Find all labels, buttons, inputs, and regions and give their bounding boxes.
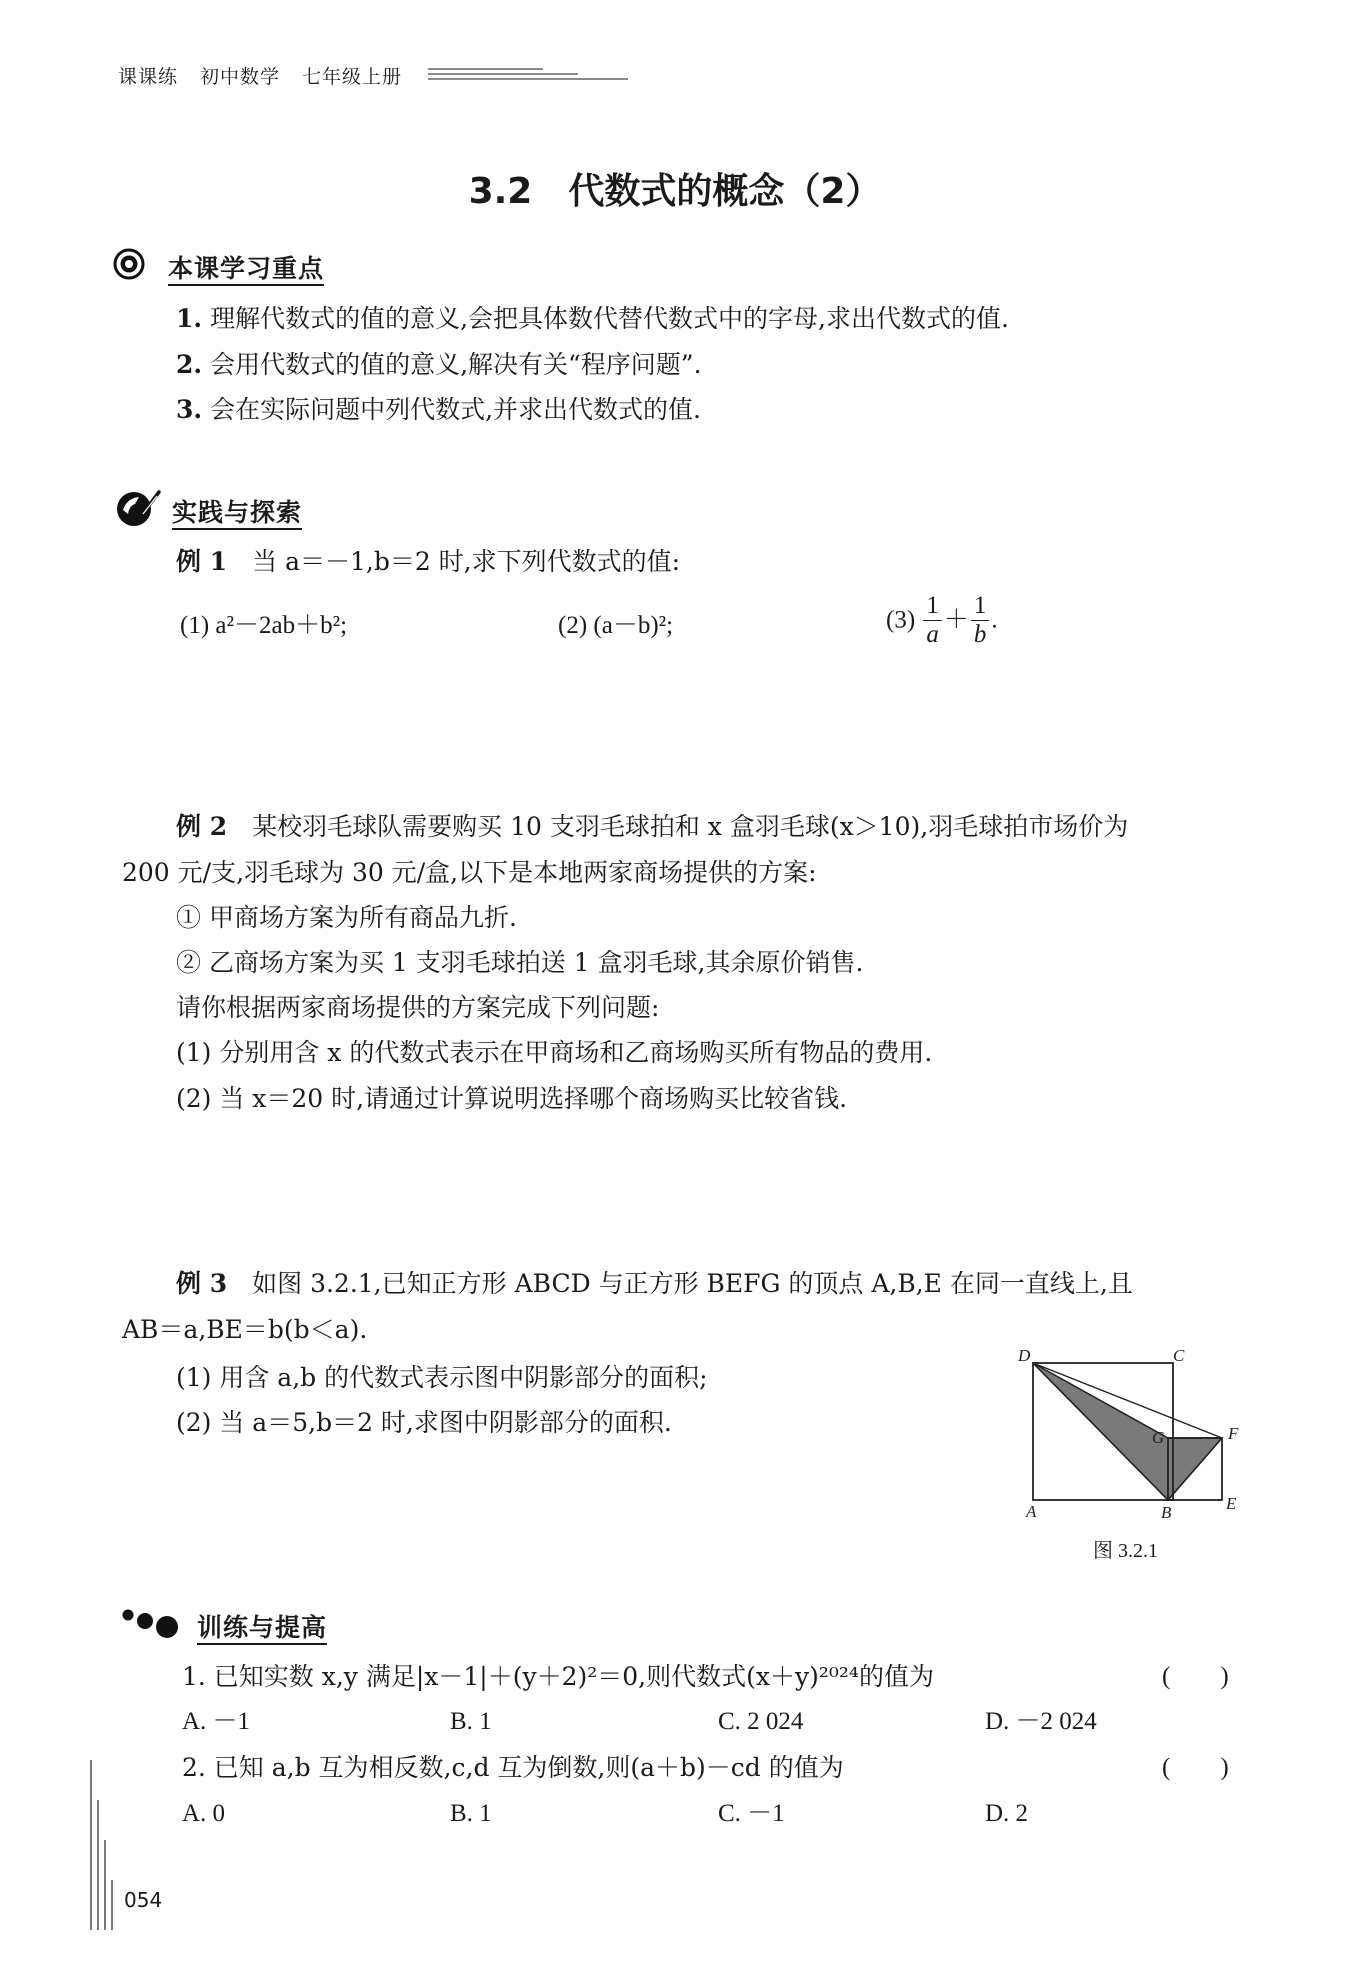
training-q2-option-a: A. 0 xyxy=(182,1800,226,1827)
training-q1-option-b: B. 1 xyxy=(450,1708,492,1735)
figure-squares xyxy=(1010,1345,1250,1520)
label-a: A xyxy=(1026,1502,1037,1520)
header-grade: 七年级上册 xyxy=(302,66,403,88)
training-question-2-blank: ( ) xyxy=(1162,1754,1229,1781)
training-q1-option-a: A. －1 xyxy=(182,1708,251,1735)
training-question-1: 1. 已知实数 x,y 满足|x－1|＋(y＋2)²＝0,则代数式(x＋y)²⁰²⁴的值为 xyxy=(182,1662,934,1691)
practice-icon xyxy=(115,488,163,530)
shaded-region xyxy=(1033,1363,1222,1500)
training-heading: 训练与提高 xyxy=(197,1608,327,1644)
example-1-part-2: (2) (a－b)²; xyxy=(558,612,674,639)
example-2-option-1: ① 甲商场方案为所有商品九折. xyxy=(176,903,517,932)
lesson-title: 3.2 代数式的概念（2） xyxy=(468,171,882,212)
header-subject: 初中数学 xyxy=(200,66,281,88)
example-2-question-2: (2) 当 x＝20 时,请通过计算说明选择哪个商场购买比较省钱. xyxy=(176,1084,848,1113)
example-2-line-1: 例 2 某校羽毛球队需要购买 10 支羽毛球拍和 x 盒羽毛球(x＞10),羽毛球拍市场价为 xyxy=(176,812,1129,841)
target-icon xyxy=(113,248,145,280)
example-1-part-1: (1) a²－2ab＋b²; xyxy=(180,612,348,639)
training-q1-option-c: C. 2 024 xyxy=(718,1708,804,1735)
margin-decoration-lines xyxy=(88,1760,118,1930)
example-2-question-1: (1) 分别用含 x 的代数式表示在甲商场和乙商场购买所有物品的费用. xyxy=(176,1038,933,1067)
label-g: G xyxy=(1152,1428,1165,1447)
example-3-line-2: AB＝a,BE＝b(b＜a). xyxy=(122,1315,368,1344)
training-q2-option-d: D. 2 xyxy=(985,1800,1029,1827)
example-2-ask: 请你根据两家商场提供的方案完成下列问题: xyxy=(176,993,660,1022)
example-3-question-2: (2) 当 a＝5,b＝2 时,求图中阴影部分的面积. xyxy=(176,1408,672,1437)
label-b: B xyxy=(1161,1503,1172,1520)
training-dots-icon xyxy=(120,1603,190,1639)
label-e: E xyxy=(1226,1494,1237,1513)
training-q2-option-c: C. －1 xyxy=(718,1800,785,1827)
training-question-2: 2. 已知 a,b 互为相反数,c,d 互为倒数,则(a＋b)－cd 的值为 xyxy=(182,1753,844,1782)
example-3-line-1: 例 3 如图 3.2.1,已知正方形 ABCD 与正方形 BEFG 的顶点 A,B,E 在同一直线上,且 xyxy=(176,1269,1133,1298)
figure-caption: 图 3.2.1 xyxy=(1093,1540,1158,1562)
label-d: D xyxy=(1018,1346,1031,1365)
focus-item-2: 2. 会用代数式的值的意义,解决有关“程序问题”. xyxy=(176,350,702,379)
running-header xyxy=(118,62,424,89)
header-decoration-lines xyxy=(428,66,628,86)
label-f: F xyxy=(1228,1424,1239,1443)
example-2-option-2: ② 乙商场方案为买 1 支羽毛球拍送 1 盒羽毛球,其余原价销售. xyxy=(176,948,864,977)
example-1-part-3: (3) $\frac{1}{a}$ ＋ $\frac{1}{b}$ . xyxy=(886,592,998,648)
example-2-line-2: 200 元/支,羽毛球为 30 元/盒,以下是本地两家商场提供的方案: xyxy=(122,858,817,887)
focus-heading: 本课学习重点 xyxy=(168,249,324,285)
focus-item-3: 3. 会在实际问题中列代数式,并求出代数式的值. xyxy=(176,395,701,424)
practice-heading: 实践与探索 xyxy=(172,493,302,529)
example-1-stem: 例 1 当 a＝－1,b＝2 时,求下列代数式的值: xyxy=(176,547,681,576)
focus-item-1: 1. 理解代数式的值的意义,会把具体数代替代数式中的字母,求出代数式的值. xyxy=(176,304,1009,333)
header-series: 课课练 xyxy=(118,66,179,88)
example-3-question-1: (1) 用含 a,b 的代数式表示图中阴影部分的面积; xyxy=(176,1363,708,1392)
label-c: C xyxy=(1173,1346,1185,1365)
training-q1-option-d: D. －2 024 xyxy=(985,1708,1097,1735)
training-question-1-blank: ( ) xyxy=(1162,1663,1229,1690)
page-number: 054 xyxy=(124,1888,163,1912)
training-q2-option-b: B. 1 xyxy=(450,1800,492,1827)
